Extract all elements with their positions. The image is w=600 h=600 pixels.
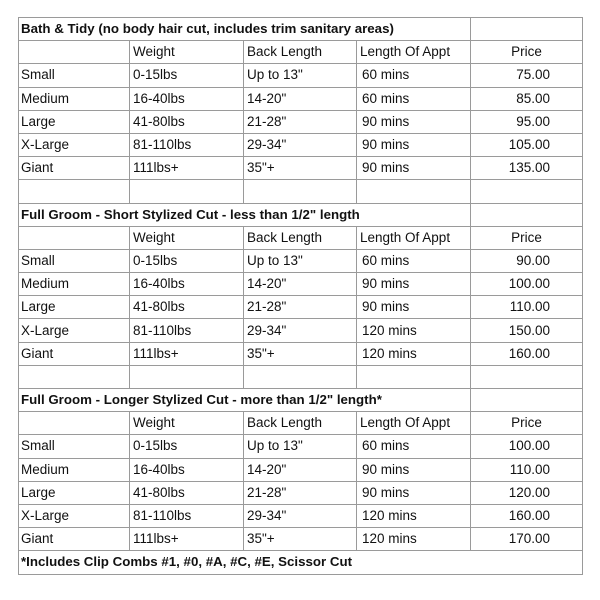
- appt-length-cell: 120 mins: [357, 319, 471, 342]
- weight-cell: 41-80lbs: [130, 296, 244, 319]
- size-cell: Small: [19, 249, 130, 272]
- empty-cell: [19, 412, 130, 435]
- price-cell: 170.00: [471, 528, 583, 551]
- back-length-cell: 14-20": [244, 458, 357, 481]
- appt-length-cell: 90 mins: [357, 296, 471, 319]
- weight-cell: 16-40lbs: [130, 87, 244, 110]
- header-weight: Weight: [130, 41, 244, 64]
- back-length-cell: 35"+: [244, 157, 357, 180]
- empty-cell: [19, 226, 130, 249]
- empty-cell: [357, 365, 471, 388]
- header-back-length: Back Length: [244, 41, 357, 64]
- size-cell: Large: [19, 481, 130, 504]
- price-cell: 95.00: [471, 110, 583, 133]
- section-title: Full Groom - Longer Stylized Cut - more than 1/2" length*: [19, 389, 471, 412]
- header-price: Price: [471, 226, 583, 249]
- weight-cell: 111lbs+: [130, 342, 244, 365]
- size-cell: Medium: [19, 458, 130, 481]
- size-cell: Medium: [19, 273, 130, 296]
- table-row: [19, 504, 583, 527]
- weight-cell: 111lbs+: [130, 157, 244, 180]
- empty-cell: [471, 180, 583, 203]
- empty-cell: [19, 180, 130, 203]
- table-row: [19, 87, 583, 110]
- table-row: [19, 133, 583, 156]
- appt-length-cell: 90 mins: [357, 157, 471, 180]
- size-cell: Giant: [19, 528, 130, 551]
- size-cell: Medium: [19, 87, 130, 110]
- empty-cell: [130, 180, 244, 203]
- empty-cell: [471, 18, 583, 41]
- size-cell: Large: [19, 296, 130, 319]
- back-length-cell: Up to 13": [244, 64, 357, 87]
- size-cell: Giant: [19, 342, 130, 365]
- weight-cell: 81-110lbs: [130, 504, 244, 527]
- empty-cell: [244, 365, 357, 388]
- size-cell: Small: [19, 64, 130, 87]
- back-length-cell: 29-34": [244, 133, 357, 156]
- price-cell: 150.00: [471, 319, 583, 342]
- appt-length-cell: 60 mins: [357, 87, 471, 110]
- price-cell: 75.00: [471, 64, 583, 87]
- header-back-length: Back Length: [244, 412, 357, 435]
- back-length-cell: 14-20": [244, 87, 357, 110]
- footnote-row: [19, 551, 583, 574]
- appt-length-cell: 60 mins: [357, 64, 471, 87]
- appt-length-cell: 90 mins: [357, 273, 471, 296]
- appt-length-cell: 60 mins: [357, 435, 471, 458]
- price-cell: 120.00: [471, 481, 583, 504]
- size-cell: X-Large: [19, 504, 130, 527]
- section-title-row: [19, 389, 583, 412]
- appt-length-cell: 90 mins: [357, 481, 471, 504]
- price-cell: 110.00: [471, 458, 583, 481]
- empty-cell: [244, 180, 357, 203]
- size-cell: Large: [19, 110, 130, 133]
- column-header-row: [19, 226, 583, 249]
- table-row: [19, 481, 583, 504]
- price-cell: 90.00: [471, 249, 583, 272]
- size-cell: Giant: [19, 157, 130, 180]
- header-back-length: Back Length: [244, 226, 357, 249]
- appt-length-cell: 90 mins: [357, 458, 471, 481]
- back-length-cell: 21-28": [244, 110, 357, 133]
- footnote: *Includes Clip Combs #1, #0, #A, #C, #E, Scissor Cut: [19, 551, 583, 574]
- size-cell: X-Large: [19, 133, 130, 156]
- section-title: Full Groom - Short Stylized Cut - less than 1/2" length: [19, 203, 471, 226]
- column-header-row: [19, 412, 583, 435]
- table-row: [19, 110, 583, 133]
- size-cell: Small: [19, 435, 130, 458]
- empty-cell: [130, 365, 244, 388]
- header-weight: Weight: [130, 412, 244, 435]
- appt-length-cell: 60 mins: [357, 249, 471, 272]
- header-price: Price: [471, 41, 583, 64]
- spacer-row: [19, 180, 583, 203]
- price-cell: 105.00: [471, 133, 583, 156]
- price-cell: 110.00: [471, 296, 583, 319]
- column-header-row: [19, 41, 583, 64]
- back-length-cell: Up to 13": [244, 435, 357, 458]
- empty-cell: [19, 365, 130, 388]
- price-cell: 85.00: [471, 87, 583, 110]
- grooming-price-table: [18, 17, 583, 575]
- back-length-cell: 14-20": [244, 273, 357, 296]
- back-length-cell: 29-34": [244, 504, 357, 527]
- header-price: Price: [471, 412, 583, 435]
- header-weight: Weight: [130, 226, 244, 249]
- section-title: Bath & Tidy (no body hair cut, includes trim sanitary areas): [19, 18, 471, 41]
- appt-length-cell: 120 mins: [357, 528, 471, 551]
- weight-cell: 16-40lbs: [130, 273, 244, 296]
- table-row: [19, 528, 583, 551]
- size-cell: X-Large: [19, 319, 130, 342]
- header-appt-length: Length Of Appt: [357, 41, 471, 64]
- table-row: [19, 157, 583, 180]
- weight-cell: 16-40lbs: [130, 458, 244, 481]
- empty-cell: [19, 41, 130, 64]
- price-cell: 160.00: [471, 342, 583, 365]
- back-length-cell: 35"+: [244, 342, 357, 365]
- price-cell: 135.00: [471, 157, 583, 180]
- back-length-cell: 21-28": [244, 481, 357, 504]
- weight-cell: 41-80lbs: [130, 110, 244, 133]
- appt-length-cell: 90 mins: [357, 133, 471, 156]
- section-title-row: [19, 18, 583, 41]
- table-row: [19, 342, 583, 365]
- weight-cell: 0-15lbs: [130, 435, 244, 458]
- table-row: [19, 458, 583, 481]
- weight-cell: 111lbs+: [130, 528, 244, 551]
- spacer-row: [19, 365, 583, 388]
- weight-cell: 0-15lbs: [130, 249, 244, 272]
- empty-cell: [471, 365, 583, 388]
- table-row: [19, 435, 583, 458]
- table-row: [19, 249, 583, 272]
- header-appt-length: Length Of Appt: [357, 226, 471, 249]
- weight-cell: 41-80lbs: [130, 481, 244, 504]
- back-length-cell: 29-34": [244, 319, 357, 342]
- header-appt-length: Length Of Appt: [357, 412, 471, 435]
- price-cell: 160.00: [471, 504, 583, 527]
- appt-length-cell: 90 mins: [357, 110, 471, 133]
- section-title-row: [19, 203, 583, 226]
- weight-cell: 81-110lbs: [130, 319, 244, 342]
- back-length-cell: 35"+: [244, 528, 357, 551]
- appt-length-cell: 120 mins: [357, 342, 471, 365]
- price-table-body: [19, 18, 583, 575]
- empty-cell: [471, 389, 583, 412]
- price-cell: 100.00: [471, 273, 583, 296]
- weight-cell: 81-110lbs: [130, 133, 244, 156]
- table-row: [19, 319, 583, 342]
- price-cell: 100.00: [471, 435, 583, 458]
- appt-length-cell: 120 mins: [357, 504, 471, 527]
- table-row: [19, 296, 583, 319]
- empty-cell: [357, 180, 471, 203]
- table-row: [19, 273, 583, 296]
- back-length-cell: Up to 13": [244, 249, 357, 272]
- table-row: [19, 64, 583, 87]
- weight-cell: 0-15lbs: [130, 64, 244, 87]
- empty-cell: [471, 203, 583, 226]
- back-length-cell: 21-28": [244, 296, 357, 319]
